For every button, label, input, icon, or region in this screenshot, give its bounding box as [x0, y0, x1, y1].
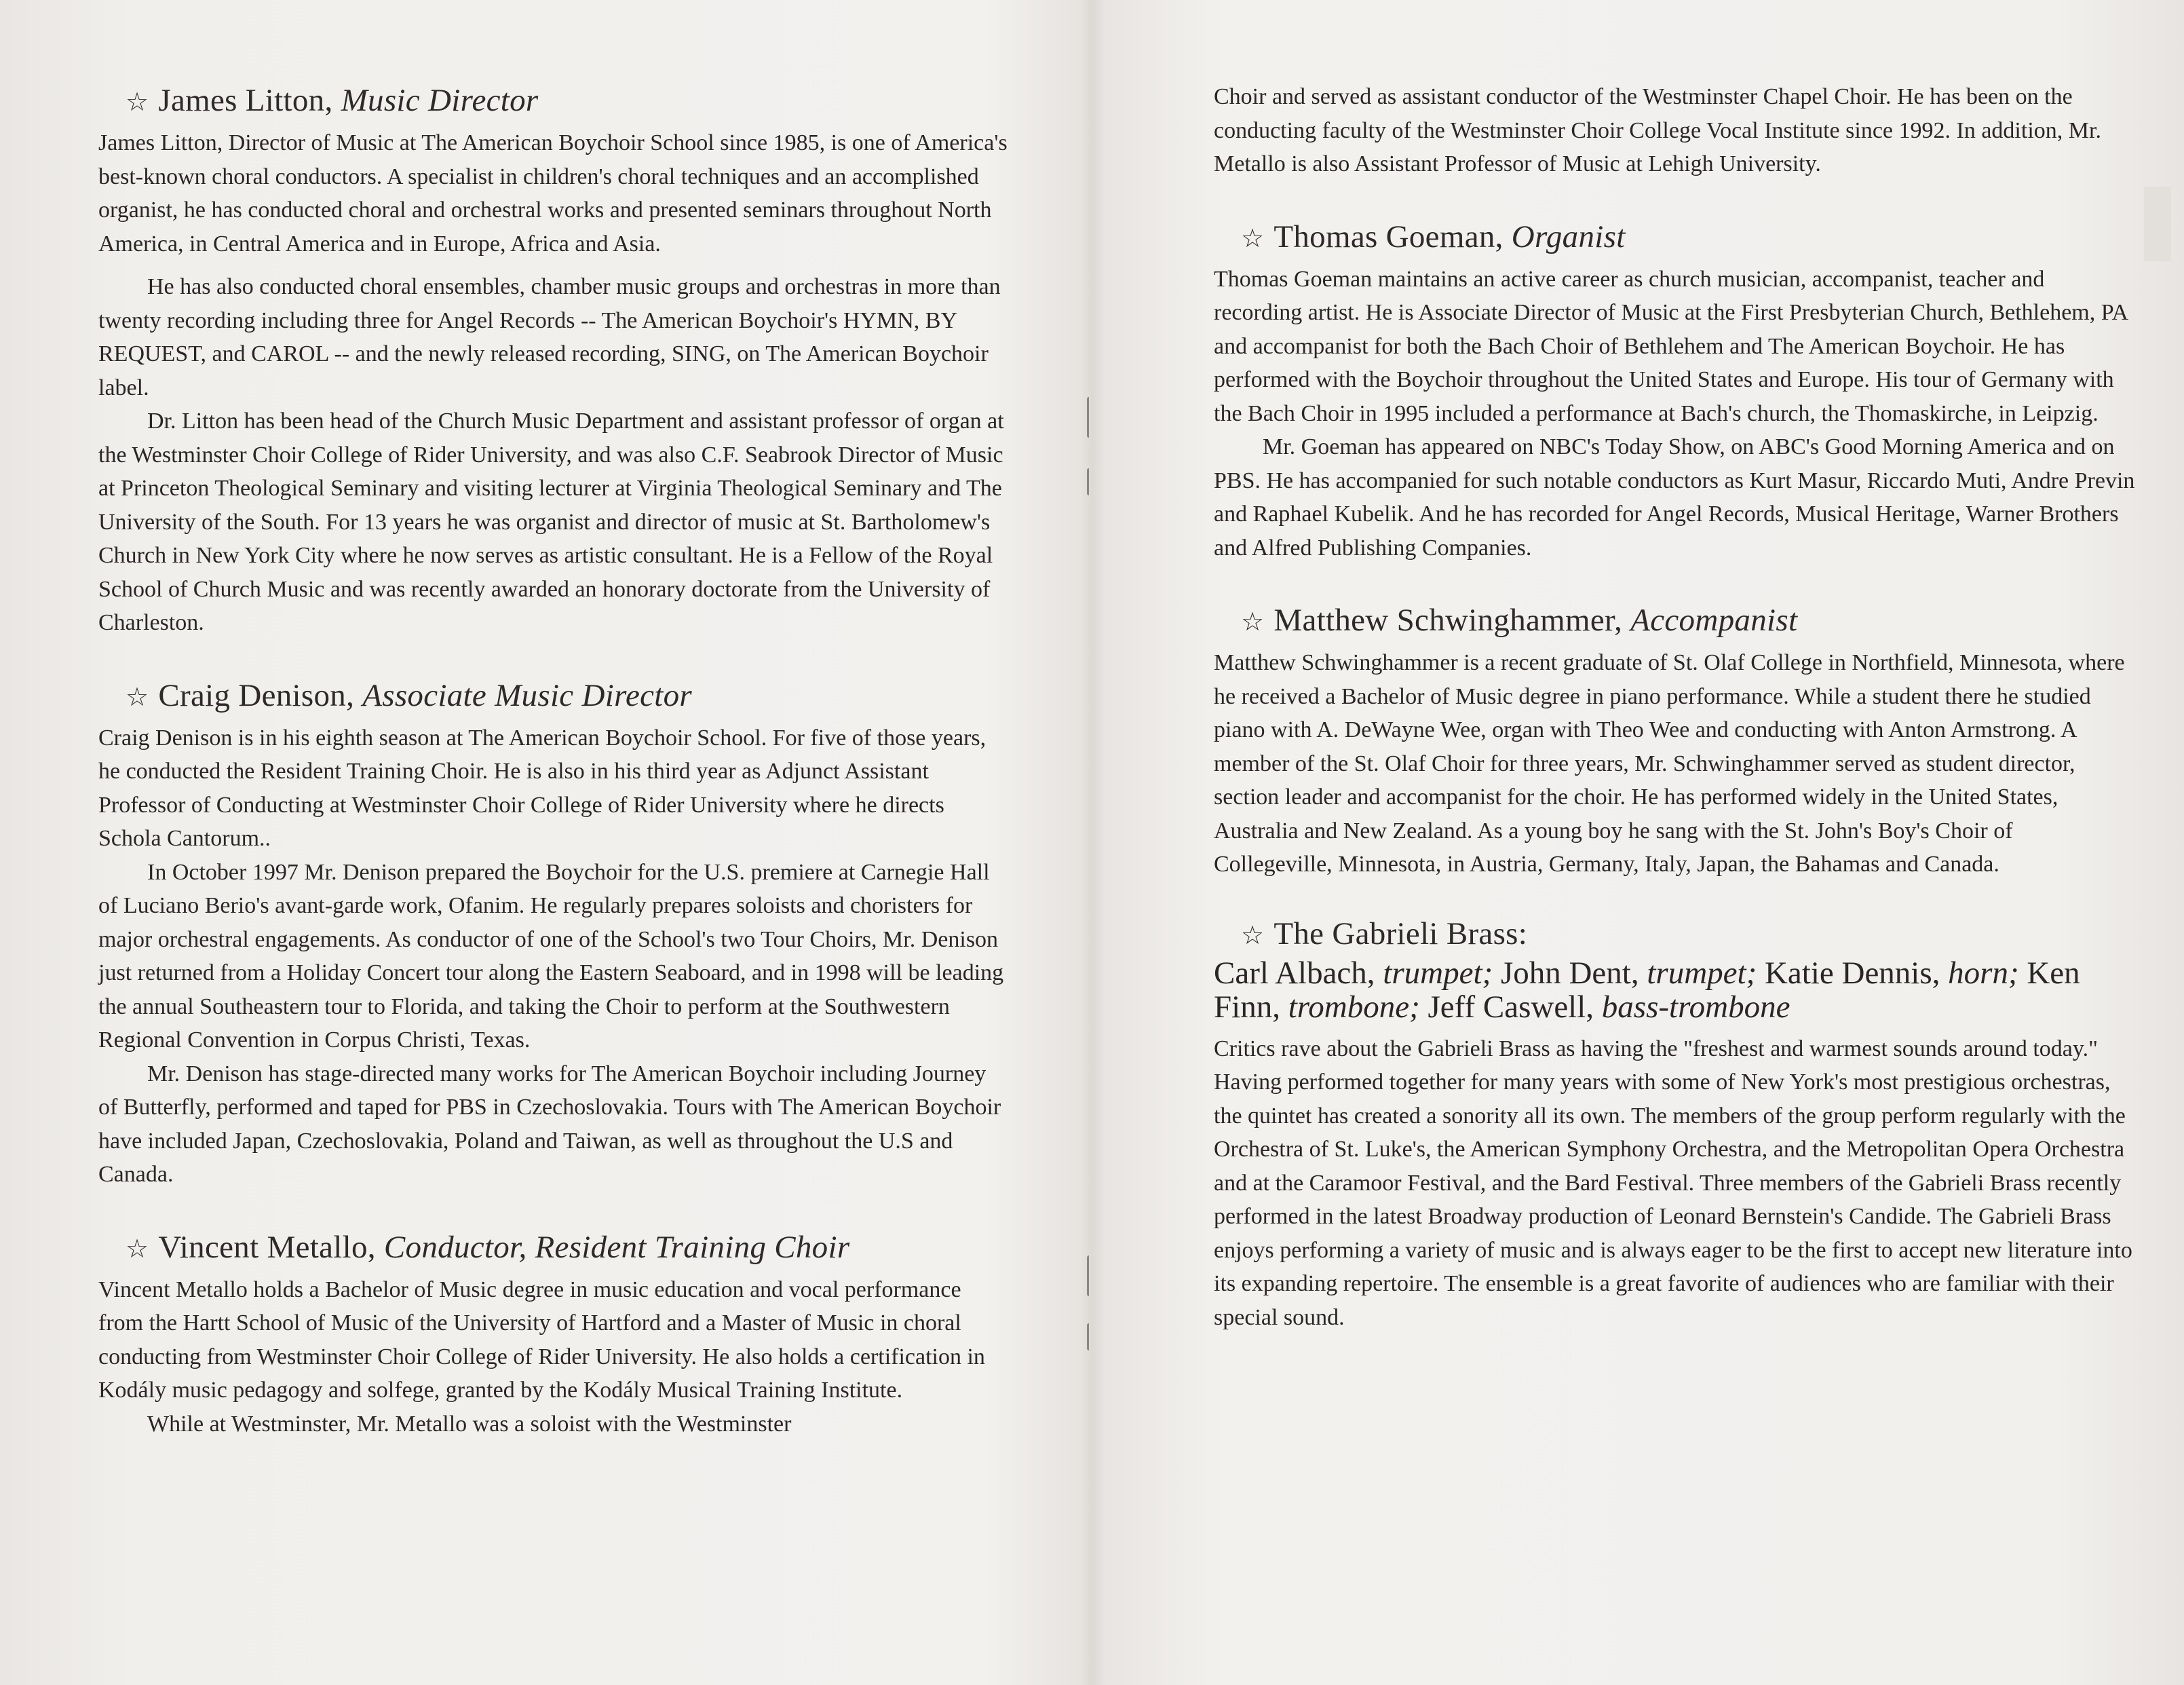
member-instrument: trumpet;: [1647, 955, 1757, 991]
member-instrument: horn;: [1948, 955, 2019, 991]
star-outline-icon: ☆: [1241, 920, 1265, 950]
member-name: John Dent,: [1500, 955, 1639, 991]
bio-name: Craig Denison,: [158, 677, 355, 713]
left-page: [0, 0, 1086, 1685]
bio-paragraph: He has also conducted choral ensembles, chamber music groups and orchestras in more than twenty recording including three for Angel Records -- The American Boychoir's HYMN, BY REQUEST, and CAROL -- and the newly released recording, SING, on The American Boychoir label.: [98, 274, 1001, 400]
member-instrument: trumpet;: [1383, 955, 1493, 991]
bio-paragraph: James Litton, Director of Music at The American Boychoir School since 1985, is one of America's best-known choral conductors. A specialist in children's choral techniques and an accomplished organist, he has conducted choral and orchestral works and presented seminars throughout North America, in Central America and in Europe, Africa and Asia.: [98, 130, 1008, 257]
star-outline-icon: ☆: [126, 1233, 149, 1264]
bio-paragraph: Vincent Metallo holds a Bachelor of Music degree in music education and vocal performance from the Hartt School of Music of the University of Hartford and a Master of Music in choral conducting from Westminster Choir College of Rider University. He also holds a certification in Kodály music pedagogy and solfege, granted by the Kodály Musical Training Institute.: [98, 1276, 985, 1403]
bio-name: Thomas Goeman,: [1273, 219, 1503, 254]
bio-role: Music Director: [341, 83, 539, 118]
bio-paragraph: Mr. Denison has stage-directed many works for The American Boychoir including Journey of Butterfly, performed and taped for PBS in Czechoslovakia. Tours with The American Boychoir have included Japan, Czechoslovakia, Poland and Taiwan, as well as throughout the U.S and Canada.: [98, 1061, 1001, 1187]
bio-name: Vincent Metallo,: [158, 1229, 376, 1265]
bio-name: Matthew Schwinghammer,: [1273, 603, 1623, 638]
star-outline-icon: ☆: [1241, 223, 1265, 253]
brass-members-list: [1214, 956, 2137, 1024]
bio-paragraph: Craig Denison is in his eighth season at The American Boychoir School. For five of those years, he conducted the Resident Training Choir. He is also in his third year as Adjunct Assistant Professor of Conducting at Westminster Choir College of Rider University where he directs Schola Cantorum..: [98, 725, 986, 851]
bio-matthew-schwinghammer: [1214, 600, 2137, 882]
right-page: [1092, 0, 2184, 1685]
bio-paragraph: Matthew Schwinghammer is a recent graduate of St. Olaf College in Northfield, Minnesota, where he received a Bachelor of Music degree in piano performance. While a student there he studied piano with A. DeWayne Wee, organ with Theo Wee and conducting with Anton Armstrong. A member of the St. Olaf Choir for three years, Mr. Schwinghammer served as student director, section leader and accompanist for the choir. He has performed widely in the United States, Australia and New Zealand. As a young boy he sang with the St. John's Boy's Choir of Collegeville, Minnesota, in Austria, Germany, Italy, Japan, the Bahamas and Canada.: [1214, 650, 2125, 877]
bio-heading: [98, 80, 1011, 122]
member-instrument: trombone;: [1288, 989, 1420, 1025]
bio-heading: [1214, 216, 2137, 259]
star-outline-icon: ☆: [126, 87, 149, 117]
bio-name: James Litton,: [158, 83, 333, 118]
bio-role: Associate Music Director: [362, 677, 693, 713]
star-outline-icon: ☆: [126, 681, 149, 712]
bio-paragraph: While at Westminster, Mr. Metallo was a soloist with the Westminster: [147, 1411, 792, 1437]
member-name: Carl Albach,: [1214, 955, 1375, 991]
bio-gabrieli-brass: [1214, 917, 2137, 1335]
bio-paragraph: Critics rave about the Gabrieli Brass as having the "freshest and warmest sounds around today." Having performed together for many years with some of New York's most prestigious orchestras, the quintet has created a sonority all its own. The members of the group perform regularly with the Orchestra of St. Luke's, the American Symphony Orchestra, and the Metropolitan Opera Orchestra and at the Caramoor Festival, and the Bard Festival. Three members of the Gabrieli Brass recently performed in the latest Broadway production of Leonard Bernstein's Candide. The Gabrieli Brass enjoys performing a variety of music and is always eager to be the first to accept new literature into its expanding repertoire. The ensemble is a great favorite of audiences who are familiar with their special sound.: [1214, 1036, 2132, 1330]
left-column: [98, 80, 1011, 1441]
bio-thomas-goeman: [1214, 216, 2137, 565]
right-column: [1214, 80, 2137, 1334]
bio-heading: [1214, 917, 2137, 952]
member-name: Ken Finn,: [1214, 955, 2080, 1025]
member-instrument: bass-trombone: [1601, 989, 1790, 1025]
star-outline-icon: ☆: [1241, 607, 1265, 637]
bio-heading: [98, 1227, 1011, 1269]
bio-paragraph: Thomas Goeman maintains an active career as church musician, accompanist, teacher and recording artist. He is Associate Director of Music at the First Presbyterian Church, Bethlehem, PA and accompanist for both the Bach Choir of Bethlehem and The American Boychoir. He has performed with the Boychoir throughout the United States and Europe. His tour of Germany with the Bach Choir in 1995 included a performance at Bach's church, the Thomaskirche, in Leipzig.: [1214, 266, 2128, 426]
bio-role: Accompanist: [1630, 603, 1798, 638]
bio-role: Conductor, Resident Training Choir: [383, 1229, 850, 1265]
bio-heading: [1214, 600, 2137, 642]
bio-vincent-metallo: [98, 1227, 1011, 1441]
bio-role: Organist: [1511, 219, 1626, 254]
bio-craig-denison: [98, 675, 1011, 1192]
brass-heading: The Gabrieli Brass:: [1273, 915, 1528, 951]
bio-paragraph: Mr. Goeman has appeared on NBC's Today Show, on ABC's Good Morning America and on PBS. He has accompanied for such notable conductors as Kurt Masur, Riccardo Muti, Andre Previn and Raphael Kubelik. And he has recorded for Angel Records, Musical Heritage, Warner Brothers and Alfred Publishing Companies.: [1214, 434, 2135, 561]
bio-heading: [98, 675, 1011, 717]
bio-james-litton: [98, 80, 1011, 640]
member-name: Jeff Caswell,: [1428, 989, 1594, 1025]
bio-paragraph: In October 1997 Mr. Denison prepared the Boychoir for the U.S. premiere at Carnegie Hall of Luciano Berio's avant-garde work, Ofanim. He regularly prepares soloists and choristers for major orchestral engagements. As conductor of one of the School's two Tour Choirs, Mr. Denison just returned from a Holiday Concert tour along the Eastern Seaboard, and in 1998 will be leading the annual Southeastern tour to Florida, and taking the Choir to perform at the Southwestern Regional Convention in Corpus Christi, Texas.: [98, 859, 1004, 1053]
bio-paragraph: Dr. Litton has been head of the Church Music Department and assistant professor of organ at the Westminster Choir College of Rider University, and was also C.F. Seabrook Director of Music at Princeton Theological Seminary and visiting lecturer at Virginia Theological Seminary and The University of the South. For 13 years he was organist and director of music at St. Bartholomew's Church in New York City where he now serves as artistic consultant. He is a Fellow of the Royal School of Church Music and was recently awarded an honorary doctorate from the University of Charleston.: [98, 409, 1004, 635]
bio-continuation: Choir and served as assistant conductor of the Westminster Chapel Choir. He has been on the conducting faculty of the Westminster Choir College Vocal Institute since 1992. In addition, Mr. Metallo is also Assistant Professor of Music at Lehigh University.: [1214, 84, 2101, 176]
page-edge-mark: [2144, 187, 2171, 261]
member-name: Katie Dennis,: [1764, 955, 1940, 991]
